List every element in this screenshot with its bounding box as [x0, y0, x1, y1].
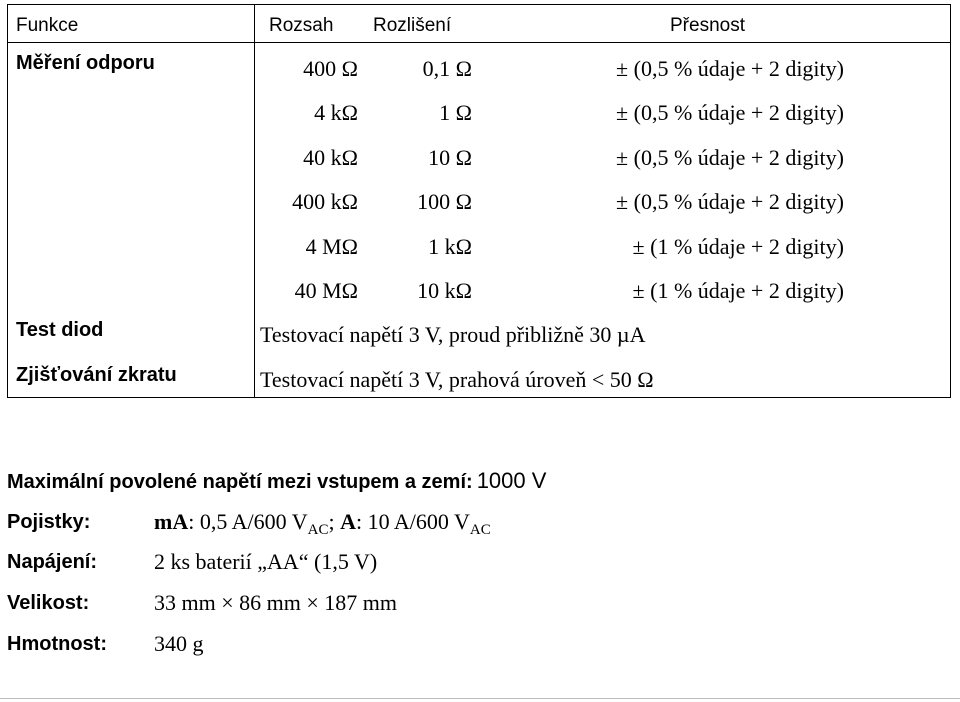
accuracy-cell: ± (1 % údaje + 2 digity) [632, 234, 844, 259]
fuse-ma-label: mA [154, 509, 189, 534]
fuses-value [154, 509, 491, 538]
fuse-ma-value: : 0,5 A/600 V [188, 509, 308, 534]
bottom-divider [0, 698, 960, 699]
resolution-cell: 10 kΩ [417, 278, 472, 303]
power-label: Napájení: [7, 551, 98, 573]
column-divider [254, 5, 255, 397]
range-cell: 40 kΩ [303, 145, 358, 170]
size-value: 33 mm × 86 mm × 187 mm [154, 590, 397, 615]
fuse-a-label: A [340, 509, 356, 534]
header-range: Rozsah [269, 15, 334, 36]
resolution-cell: 10 Ω [428, 145, 472, 170]
specification-table [7, 4, 951, 398]
diode-test-description: Testovací napětí 3 V, proud přibližně 30 µA [260, 322, 646, 347]
accuracy-cell: ± (0,5 % údaje + 2 digity) [616, 145, 844, 170]
header-function: Funkce [16, 15, 79, 36]
resolution-cell: 1 kΩ [428, 234, 472, 259]
resolution-cell: 0,1 Ω [422, 56, 472, 81]
accuracy-cell: ± (0,5 % údaje + 2 digity) [616, 189, 844, 214]
weight-value: 340 g [154, 631, 204, 656]
function-diode-test: Test diod [16, 319, 104, 341]
fuse-a-ac: AC [469, 522, 491, 538]
accuracy-cell: ± (0,5 % údaje + 2 digity) [616, 56, 844, 81]
range-cell: 4 kΩ [314, 100, 358, 125]
range-cell: 400 kΩ [292, 189, 358, 214]
header-divider [8, 42, 950, 43]
header-resolution: Rozlišení [373, 15, 452, 36]
power-value: 2 ks baterií „AA“ (1,5 V) [154, 549, 378, 574]
fuses-label: Pojistky: [7, 511, 91, 533]
range-cell: 400 Ω [303, 56, 358, 81]
range-cell: 40 MΩ [294, 278, 358, 303]
fuse-ma-ac: AC [307, 522, 329, 538]
resolution-cell: 1 Ω [439, 100, 472, 125]
max-voltage-line [7, 470, 546, 492]
fuse-separator: ; [328, 509, 335, 534]
max-voltage-label: Maximální povolené napětí mezi vstupem a zemí: [7, 471, 473, 493]
function-continuity: Zjišťování zkratu [16, 364, 177, 386]
continuity-description: Testovací napětí 3 V, prahová úroveň < 50 Ω [260, 367, 654, 392]
fuse-a-value: : 10 A/600 V [355, 509, 470, 534]
weight-label: Hmotnost: [7, 633, 107, 655]
range-cell: 4 MΩ [305, 234, 358, 259]
resolution-cell: 100 Ω [417, 189, 472, 214]
header-accuracy: Přesnost [670, 15, 745, 36]
accuracy-cell: ± (0,5 % údaje + 2 digity) [616, 100, 844, 125]
function-resistance: Měření odporu [16, 52, 155, 74]
max-voltage-value: 1000 V [476, 468, 547, 493]
accuracy-cell: ± (1 % údaje + 2 digity) [632, 278, 844, 303]
size-label: Velikost: [7, 592, 90, 614]
